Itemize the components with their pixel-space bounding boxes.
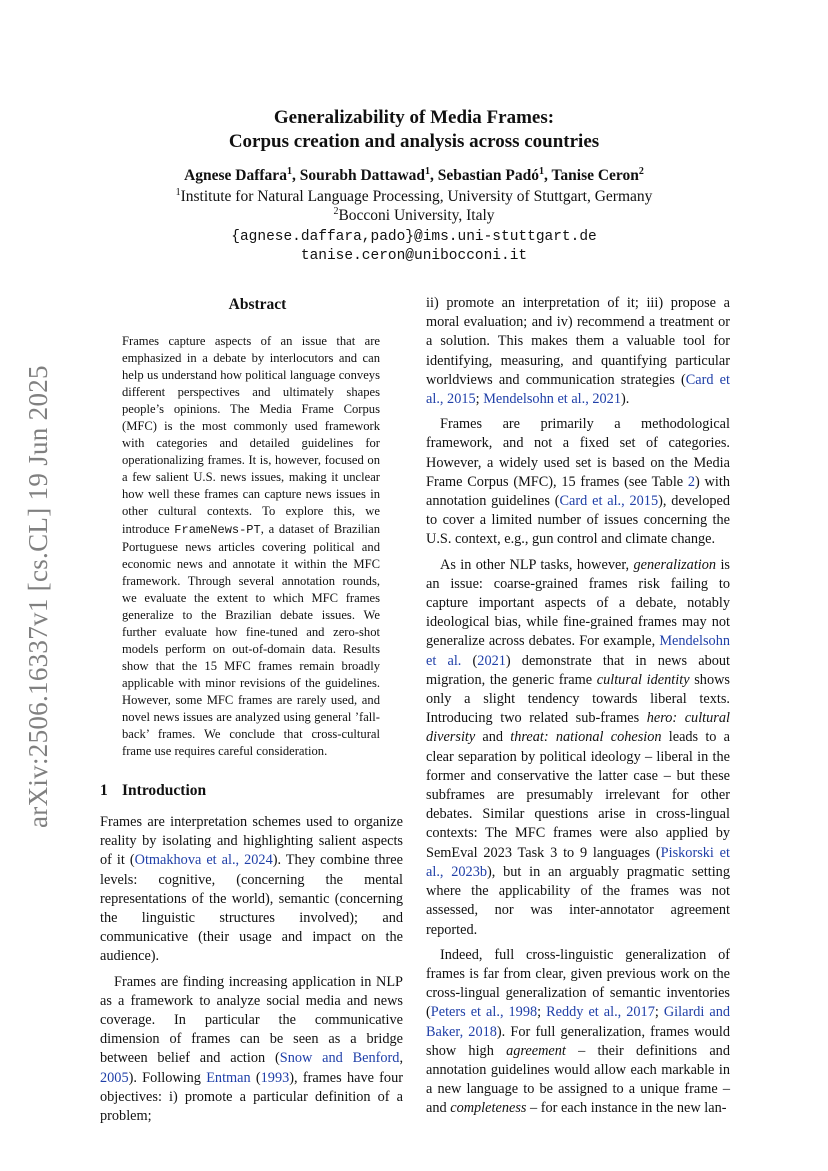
author-list: Agnese Daffara$^1$, Sourabh Dattawad$^1$, Sebastian Padó$^1$, Tanise Ceron$^2$ — [184, 166, 644, 184]
citation-link[interactable]: 2005 — [100, 1069, 129, 1086]
section-number: 1 — [100, 782, 108, 799]
citation-link[interactable]: Card et al., 2015 — [426, 371, 730, 408]
paragraph: Frames are finding increasing application in NLP as a framework to analyze social media and news coverage. In particular the communicative dimension of frames can be seen as a bridge between belief and action (Snow and Benford, 2005). Following Entman (1993), frames have four objectives: i) promote a particular definition of a problem; — [100, 973, 404, 1125]
affiliation-text: Institute for Natural Language Processing, University of Stuttgart, Germany — [180, 188, 653, 205]
author-name: Sourabh Dattawad — [299, 167, 426, 184]
affiliation-marker: 1 — [539, 166, 544, 177]
email-line-2[interactable]: tanise.ceron@unibocconi.it — [300, 248, 528, 264]
citation-link[interactable]: Card et al., 2015 — [559, 493, 659, 510]
right-column-body — [426, 294, 730, 1119]
author-name: Tanise Ceron — [551, 167, 639, 184]
paragraph: Frames are primarily a methodological framework, and not a fixed set of categories. However, a widely used set is based on the Media Frame Corpus (MFC), 15 frames (see Table 2) with annotation guidelines (Card et al., 2015), developed to cover a limited number of issues concerning the U.S. context, e.g., gun control and climate change. — [426, 416, 730, 548]
title-line-2: Corpus creation and analysis across countries — [228, 131, 600, 152]
table-ref-link[interactable]: 2 — [687, 473, 696, 490]
dataset-name: FrameNews-PT — [174, 522, 261, 537]
affiliation-text: Bocconi University, Italy — [338, 207, 495, 224]
citation-link[interactable]: Otmakhova et al., 2024 — [134, 852, 273, 869]
email-line-1[interactable]: {agnese.daffara,pado}@ims.uni-stuttgart.de — [231, 229, 597, 245]
citation-link[interactable]: Mendelsohn et al., 2021 — [483, 391, 621, 408]
affiliation-marker: 1 — [175, 187, 181, 198]
affiliation-marker: 2 — [638, 166, 644, 177]
abstract-body — [122, 333, 380, 760]
affiliation-2 — [0, 207, 828, 225]
section-title: Introduction — [122, 782, 207, 799]
affiliation-marker: 1 — [425, 166, 431, 177]
paragraph: As in other NLP tasks, however, generalization is an issue: coarse-grained frames risk failing to capture important aspects of a debate, notably ideological bias, while fine-grained frames may not generalize across debates. For example, Mendelsohn et al. (2021) demonstrate that in news about migration, the generic frame cultural identity shows only a slight tendency towards liberal texts. Introducing two related sub-frames hero: cultural diversity and threat: national cohesion leads to a clear separation by political ideology – liberal in the former and conservative the latter case – but these subframes are presumably irrelevant for other debates. Similar questions arise in cross-lingual contexts: The MFC frames were also applied by SemEval 2023 Task 3 to 9 languages (Piskorski et al., 2023b), but in an arguably pragmatic setting where the applicability of the frames was not assessed, nor was inter-annotator agreement reported. — [426, 556, 730, 938]
author-name: Agnese Daffara — [184, 167, 287, 184]
title-line-1: Generalizability of Media Frames: — [273, 107, 555, 128]
citation-link[interactable]: Piskorski et al., 2023b — [426, 844, 730, 880]
section-heading-introduction — [100, 782, 206, 800]
affiliation-marker: 2 — [333, 206, 339, 217]
abstract-text: Frames capture aspects of an issue that are emphasized in a debate by interlocutors and can help us understand how political language conveys different perspectives and ultimately shapes people’s opinions. The Media Frame Corpus (MFC) is the most commonly used framework with categories and detailed guidelines for operationalizing frames. It is, however, focused on a few salient U.S. news issues, making it unclear how well these frames can capture news issues in other cultural contexts. To explore this, we introduce — [122, 334, 380, 536]
left-column-body — [100, 813, 403, 1126]
abstract-heading: Abstract — [228, 296, 287, 313]
author-name: Sebastian Padó — [437, 167, 539, 184]
citation-link[interactable]: Peters et al., 1998 — [430, 1004, 538, 1021]
paragraph: Frames are interpretation schemes used to organize reality by isolating and highlighting salient aspects of it (Otmakhova et al., 2024). They combine three levels: cognitive, (concerning the mental representations of the world), semantic (concerning the linguistic structures involved); and communicative (their usage and impact on the audience). — [100, 814, 403, 965]
affiliation-marker: 1 — [286, 166, 292, 177]
paragraph: Indeed, full cross-linguistic generalization of frames is far from clear, given previous work on the cross-lingual generalization of semantic inventories (Peters et al., 1998; Reddy et al., 2017; Gilardi and Baker, 2018). For full generalization, frames would show high agreement – their definitions and annotation guidelines would allow each markable in a new language to be assigned to a unique frame – and completeness – for each instance in the new lan- — [426, 946, 730, 1117]
citation-link[interactable]: 1993 — [260, 1069, 290, 1086]
abstract-text: , a dataset of Brazilian Portuguese news articles covering political and economic news and annotate it within the MFC framework. Through several annotation rounds, we evaluate the extent to which MFC frames generalize to the Brazilian debate issues. We further evaluate how fine-tuned and zero-shot models perform on out-of-domain data. Results show that the 15 MFC frames remain broadly applicable with minor revisions of the guidelines. However, some MFC frames are rarely used, and novel news issues are analyzed using general ’fall-back’ frames. We conclude that cross-cultural frame use requires careful consideration. — [122, 521, 380, 759]
arxiv-stamp: arXiv:2506.16337v1 [cs.CL] 19 Jun 2025 — [23, 365, 53, 828]
paragraph-continued: ii) promote an interpretation of it; iii) propose a moral evaluation; and iv) recommend a treatment or a solution. This makes them a valuable tool for identifying, measuring, and quantifying particular worldviews and communication strategies (Card et al., 2015; Mendelsohn et al., 2021). — [426, 295, 730, 408]
citation-link[interactable]: Gilardi and Baker, 2018 — [426, 1004, 730, 1040]
citation-link[interactable]: 2021 — [477, 652, 506, 669]
citation-link[interactable]: Snow and Benford — [279, 1050, 400, 1067]
affiliation-1 — [0, 188, 828, 206]
citation-link[interactable]: Entman — [206, 1069, 251, 1086]
citation-link[interactable]: Mendelsohn et al. — [426, 633, 730, 669]
citation-link[interactable]: Reddy et al., 2017 — [546, 1004, 655, 1021]
